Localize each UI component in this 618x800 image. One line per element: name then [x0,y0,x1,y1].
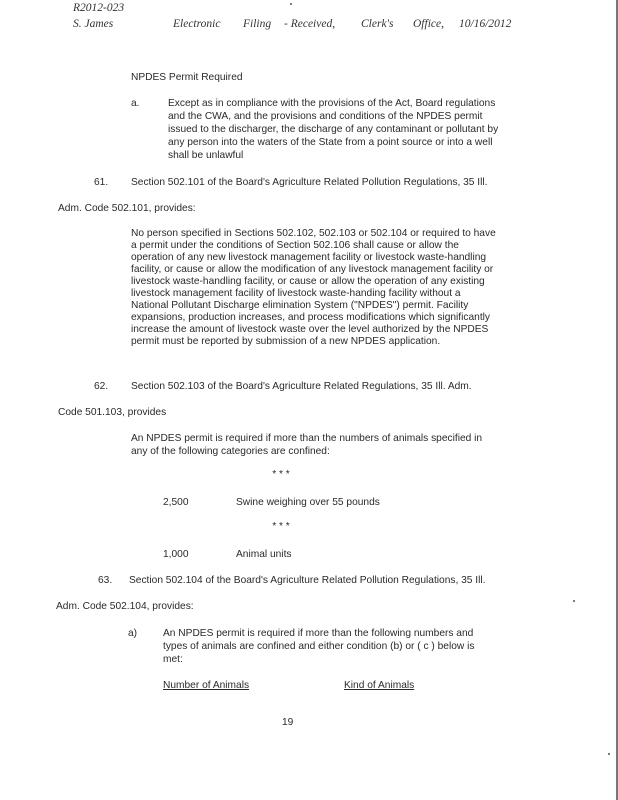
item-a-line-2: and the CWA, and the provisions and conditions of the NPDES permit [168,111,483,122]
para-62-line-2: Code 501.103, provides [58,407,167,418]
quote-61-line: livestock waste-handling facility, or cause or allow the operation of any existing [131,276,485,287]
para-63-line-1: Section 502.104 of the Board's Agriculture Related Pollution Regulations, 35 Ill. [129,575,486,586]
scan-speck [573,600,575,602]
quote-63-line-2: types of animals are confined and either condition (b) or ( c ) below is [163,641,475,652]
column-header-kind: Kind of Animals [344,680,415,691]
case-number: R2012-023 [73,2,125,14]
quote-63-line-1: An NPDES permit is required if more than the following numbers and [163,628,474,639]
stamp-received: - Received, [284,18,336,30]
stamp-name: S. James [73,18,114,30]
quote-61-line: permit must be reported by submission of a new NPDES application. [131,336,441,347]
page-number: 19 [282,717,294,728]
item-a-paren-marker: a) [128,628,138,639]
scan-speck [290,3,292,5]
stamp-filing: Filing [243,18,272,30]
stamp-date: 10/16/2012 [459,18,512,30]
item-a-line-5: shall be unlawful [168,150,244,161]
quote-61-line: a permit under the conditions of Section 502.106 shall cause or allow the [131,240,459,251]
ellipsis-2: * * * [272,521,290,532]
quote-61-line: facility, or cause or allow the modification of any livestock management facility or [131,264,494,275]
quote-61-line: National Pollutant Discharge elimination System ("NPDES") permit. Facility [131,300,469,311]
para-62-number: 62. [94,381,109,392]
para-61-number: 61. [94,177,109,188]
quote-61-line: increase the amount of livestock waste over the level authorized by the NPDES [131,324,489,335]
quote-61-line: operation of any new livestock management facility or livestock waste-handling [131,252,487,263]
item-a-marker: a. [131,98,140,109]
quote-61-line: livestock management facility of livestock waste-handing facility without a [131,288,461,299]
stamp-clerks: Clerk's [361,18,394,30]
item-a-line-4: any person into the waters of the State from a point source or into a well [168,137,493,148]
animal-number-2: 1,000 [163,549,189,560]
stamp-office: Office, [413,18,444,30]
column-header-number: Number of Animals [163,680,250,691]
para-62-line-1: Section 502.103 of the Board's Agriculture Related Regulations, 35 Ill. Adm. [131,381,472,392]
para-61-line-2: Adm. Code 502.101, provides: [58,203,196,214]
quote-62-line-1: An NPDES permit is required if more than the numbers of animals specified in [131,433,483,444]
quote-61-line: No person specified in Sections 502.102, 502.103 or 502.104 or required to have [131,228,496,239]
animal-category-1: Swine weighing over 55 pounds [236,497,380,508]
ellipsis-1: * * * [272,469,290,480]
animal-number-1: 2,500 [163,497,189,508]
scan-speck [608,753,610,755]
animal-category-2: Animal units [236,549,292,560]
item-a-line-3: issued to the discharger, the discharge of any contaminant or pollutant by [168,124,499,135]
para-63-number: 63. [98,575,113,586]
item-a-line-1: Except as in compliance with the provisions of the Act, Board regulations [168,98,496,109]
para-63-line-2: Adm. Code 502.104, provides: [56,601,194,612]
section-heading: NPDES Permit Required [131,72,243,83]
quote-62-line-2: any of the following categories are confined: [131,446,330,457]
quote-63-line-3: met: [163,654,183,665]
para-61-line-1: Section 502.101 of the Board's Agriculture Related Pollution Regulations, 35 Ill. [131,177,488,188]
quote-61-line: expansions, production increases, and process modifications which significantly [131,312,491,323]
stamp-electronic: Electronic [173,18,221,30]
